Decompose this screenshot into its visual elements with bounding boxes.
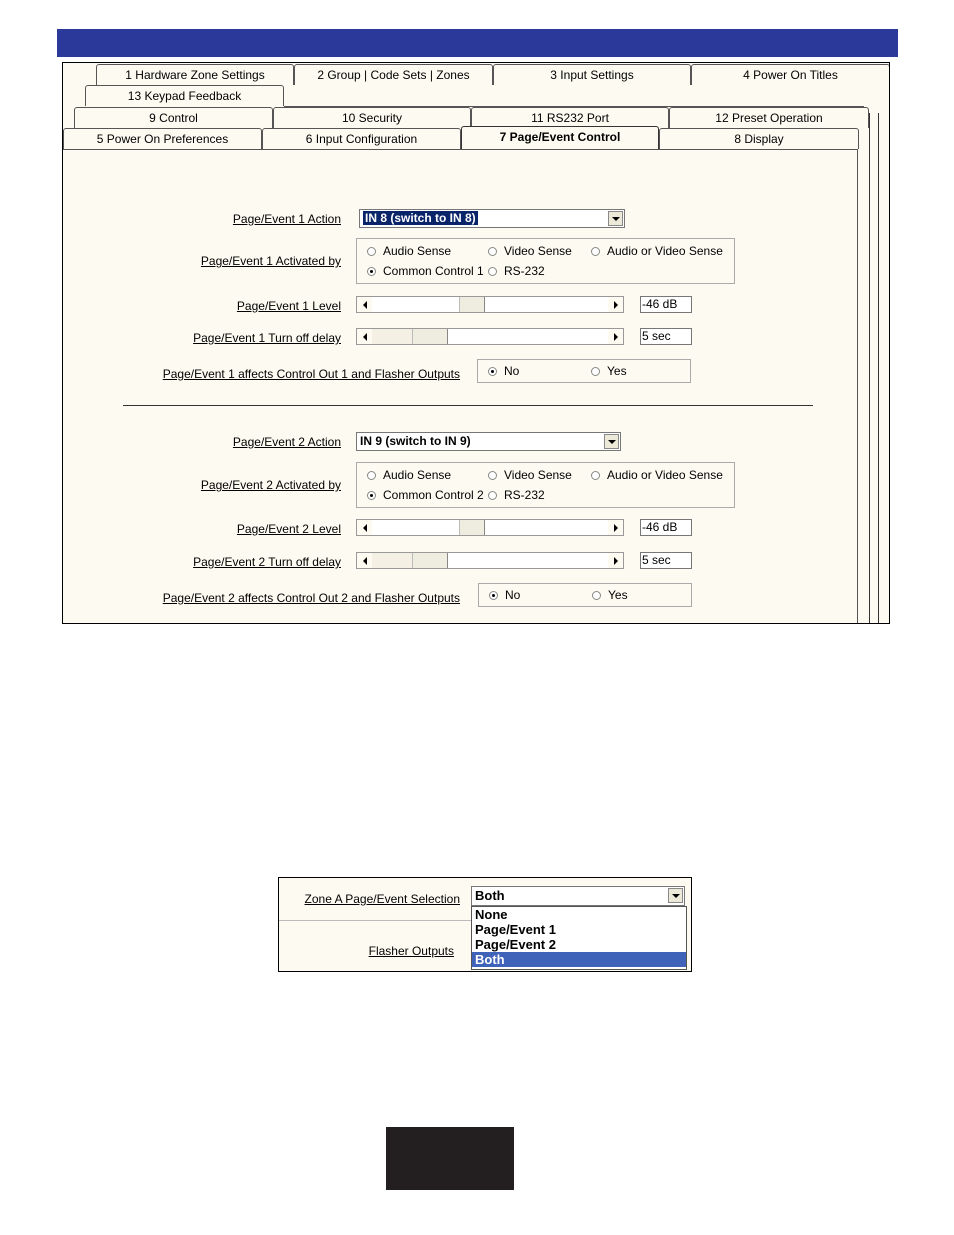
slider-thumb[interactable] <box>459 520 485 535</box>
event2-action-select[interactable] <box>356 432 621 451</box>
event2-delay-value[interactable]: 5 sec <box>640 552 692 569</box>
edge-line <box>869 113 870 624</box>
event1-action-label: Page/Event 1 Action <box>232 212 341 226</box>
arrow-left-icon[interactable] <box>357 553 372 568</box>
slider-thumb[interactable] <box>412 553 448 568</box>
event1-activated-label: Page/Event 1 Activated by <box>200 254 341 268</box>
event2-radio-rs232[interactable]: RS-232 <box>488 488 545 502</box>
radio-icon <box>488 471 497 480</box>
event2-affects-group <box>478 583 692 607</box>
event2-radio-video-sense[interactable]: Video Sense <box>488 468 572 482</box>
event1-affects-no[interactable]: No <box>488 364 519 378</box>
zone-selection-panel <box>278 877 692 972</box>
tab-preset-operation[interactable]: 12 Preset Operation <box>669 107 869 128</box>
event2-level-label: Page/Event 2 Level <box>236 522 341 536</box>
tab-keypad-feedback[interactable]: 13 Keypad Feedback <box>85 85 284 106</box>
arrow-right-icon[interactable] <box>608 329 623 344</box>
event2-level-slider[interactable] <box>356 519 624 536</box>
radio-icon <box>488 267 497 276</box>
tab-control[interactable]: 9 Control <box>74 107 273 128</box>
event1-delay-label: Page/Event 1 Turn off delay <box>193 331 341 345</box>
radio-icon <box>591 367 600 376</box>
event2-radio-audio-or-video[interactable]: Audio or Video Sense <box>591 468 723 482</box>
event1-level-slider[interactable] <box>356 296 624 313</box>
event2-radio-audio-sense[interactable]: Audio Sense <box>367 468 451 482</box>
radio-selected-icon <box>367 491 376 500</box>
zone-selection-dropdown-list <box>471 906 687 970</box>
event2-activated-label: Page/Event 2 Activated by <box>200 478 341 492</box>
radio-icon <box>591 471 600 480</box>
arrow-left-icon[interactable] <box>357 297 372 312</box>
event2-action-label: Page/Event 2 Action <box>232 435 341 449</box>
arrow-left-icon[interactable] <box>357 329 372 344</box>
arrow-right-icon[interactable] <box>608 520 623 535</box>
event2-delay-slider[interactable] <box>356 552 624 569</box>
event1-action-value: IN 8 (switch to IN 8) <box>365 211 476 225</box>
zone-selection-value: Both <box>475 888 505 903</box>
slider-thumb[interactable] <box>412 329 448 344</box>
option-page-event-2[interactable]: Page/Event 2 <box>475 937 556 952</box>
zone-divider <box>279 920 471 921</box>
chevron-down-icon[interactable] <box>608 211 623 226</box>
event1-delay-value[interactable]: 5 sec <box>640 328 692 345</box>
event2-affects-no[interactable]: No <box>489 588 520 602</box>
event2-delay-label: Page/Event 2 Turn off delay <box>193 555 341 569</box>
event2-radio-common-control[interactable]: Common Control 2 <box>367 488 484 502</box>
event1-radio-rs232[interactable]: RS-232 <box>488 264 545 278</box>
header-banner <box>57 29 898 57</box>
tab-power-on-titles[interactable]: 4 Power On Titles <box>691 64 890 85</box>
event1-affects-group <box>477 359 691 383</box>
radio-icon <box>488 491 497 500</box>
radio-selected-icon <box>367 267 376 276</box>
page-number-block <box>386 1127 514 1190</box>
tab-security[interactable]: 10 Security <box>273 107 471 128</box>
zone-selection-select[interactable] <box>471 886 685 906</box>
slider-thumb[interactable] <box>459 297 485 312</box>
arrow-left-icon[interactable] <box>357 520 372 535</box>
event1-affects-label: Page/Event 1 affects Control Out 1 and Flasher Outputs <box>162 367 460 381</box>
edge-line <box>889 71 890 624</box>
event1-level-value[interactable]: -46 dB <box>640 296 692 313</box>
tab-input-configuration[interactable]: 6 Input Configuration <box>262 128 461 149</box>
event1-radio-common-control[interactable]: Common Control 1 <box>367 264 484 278</box>
event1-action-select[interactable] <box>359 209 625 228</box>
event2-activated-group <box>356 462 735 508</box>
event1-activated-group <box>356 238 735 284</box>
event1-radio-audio-or-video[interactable]: Audio or Video Sense <box>591 244 723 258</box>
tab-power-on-preferences[interactable]: 5 Power On Preferences <box>63 128 262 149</box>
settings-window <box>62 62 890 624</box>
event2-affects-label: Page/Event 2 affects Control Out 2 and Flasher Outputs <box>162 591 460 605</box>
tab-rs232-port[interactable]: 11 RS232 Port <box>471 107 669 128</box>
radio-selected-icon <box>488 367 497 376</box>
event1-delay-slider[interactable] <box>356 328 624 345</box>
arrow-right-icon[interactable] <box>608 297 623 312</box>
event1-level-label: Page/Event 1 Level <box>236 299 341 313</box>
page-event-panel <box>63 149 858 624</box>
radio-icon <box>592 591 601 600</box>
chevron-down-icon[interactable] <box>604 434 619 449</box>
tab-display[interactable]: 8 Display <box>659 128 859 149</box>
event2-level-value[interactable]: -46 dB <box>640 519 692 536</box>
event1-radio-video-sense[interactable]: Video Sense <box>488 244 572 258</box>
tab-group-code-sets-zones[interactable]: 2 Group | Code Sets | Zones <box>294 64 493 85</box>
event1-radio-audio-sense[interactable]: Audio Sense <box>367 244 451 258</box>
tab-page-event-control[interactable]: 7 Page/Event Control <box>461 126 659 149</box>
option-both[interactable]: Both <box>472 952 686 967</box>
radio-icon <box>367 247 376 256</box>
radio-icon <box>488 247 497 256</box>
event2-affects-yes[interactable]: Yes <box>592 588 628 602</box>
arrow-right-icon[interactable] <box>608 553 623 568</box>
flasher-outputs-label: Flasher Outputs <box>368 944 454 958</box>
tab-input-settings[interactable]: 3 Input Settings <box>493 64 691 85</box>
chevron-down-icon[interactable] <box>668 888 683 903</box>
edge-line <box>878 113 879 624</box>
tab-hardware-zone-settings[interactable]: 1 Hardware Zone Settings <box>96 64 294 85</box>
radio-icon <box>591 247 600 256</box>
event2-action-value: IN 9 (switch to IN 9) <box>360 434 471 448</box>
radio-icon <box>367 471 376 480</box>
radio-selected-icon <box>489 591 498 600</box>
zone-selection-label: Zone A Page/Event Selection <box>304 892 460 906</box>
section-divider <box>123 405 813 406</box>
event1-affects-yes[interactable]: Yes <box>591 364 627 378</box>
option-page-event-1[interactable]: Page/Event 1 <box>475 922 556 937</box>
option-none[interactable]: None <box>475 907 508 922</box>
